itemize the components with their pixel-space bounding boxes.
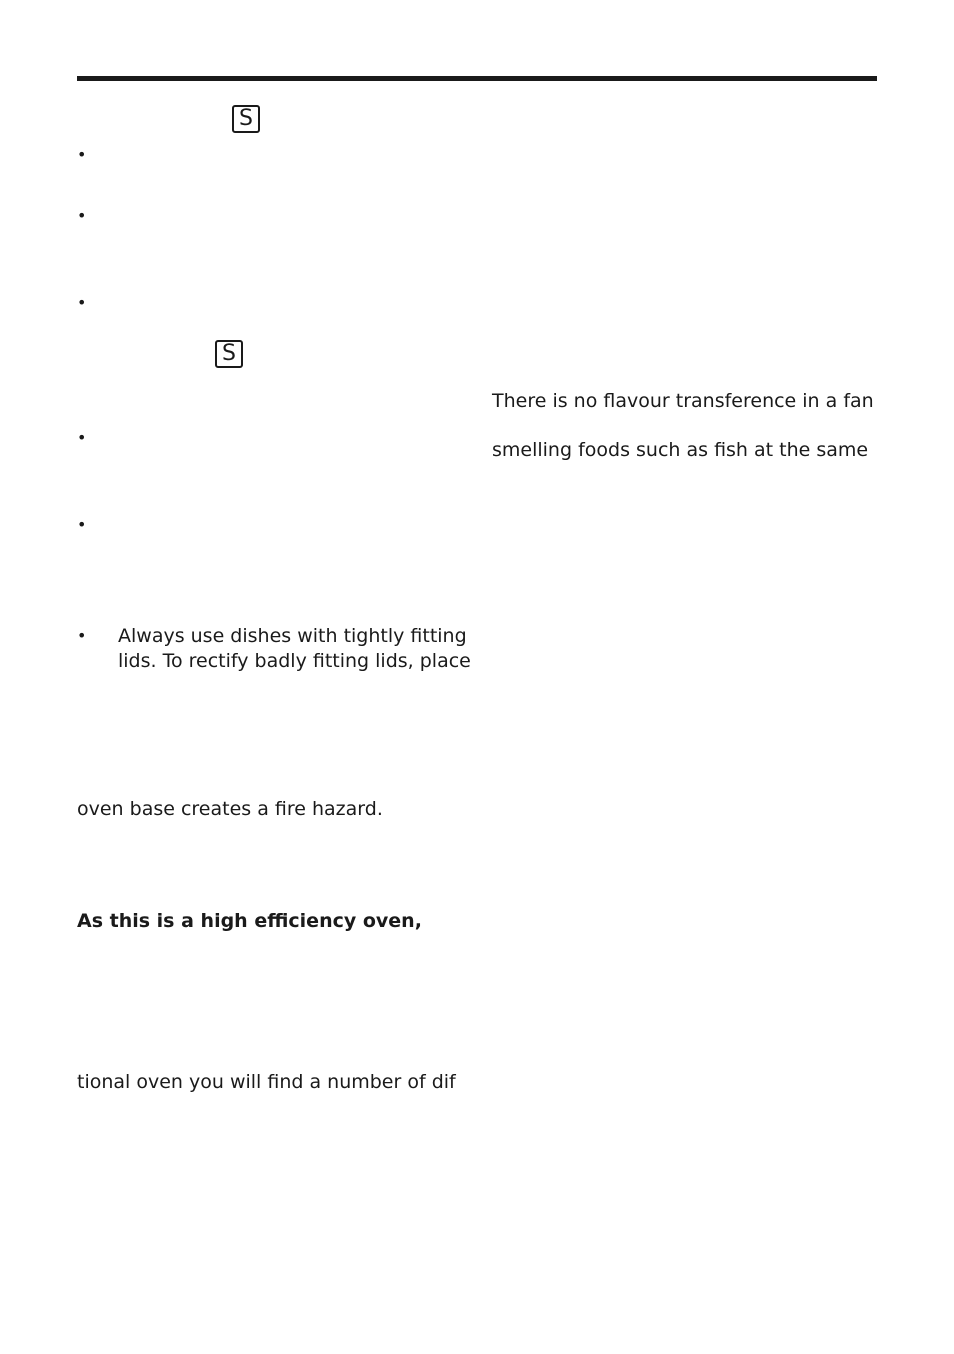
list-item-line: lids. To rectify badly fitting lids, place [118, 650, 471, 672]
s-symbol-icon: S [215, 340, 243, 368]
bullet-icon: • [77, 515, 87, 534]
list-item-line: Always use dishes with tightly fitting [118, 625, 467, 647]
bullet-icon: • [77, 428, 87, 447]
section-heading: As this is a high efficiency oven, [77, 910, 422, 932]
bullet-icon: • [77, 293, 87, 312]
s-symbol-icon: S [232, 105, 260, 133]
bullet-icon: • [77, 145, 87, 164]
top-rule [77, 76, 877, 81]
paragraph-line: tional oven you will find a number of dif [77, 1071, 456, 1093]
right-column-line: There is no flavour transference in a fan [492, 390, 874, 412]
bullet-icon: • [77, 206, 87, 225]
bullet-icon: • [77, 626, 87, 645]
paragraph-line: oven base creates a fire hazard. [77, 798, 383, 820]
right-column-line: smelling foods such as fish at the same [492, 439, 869, 461]
